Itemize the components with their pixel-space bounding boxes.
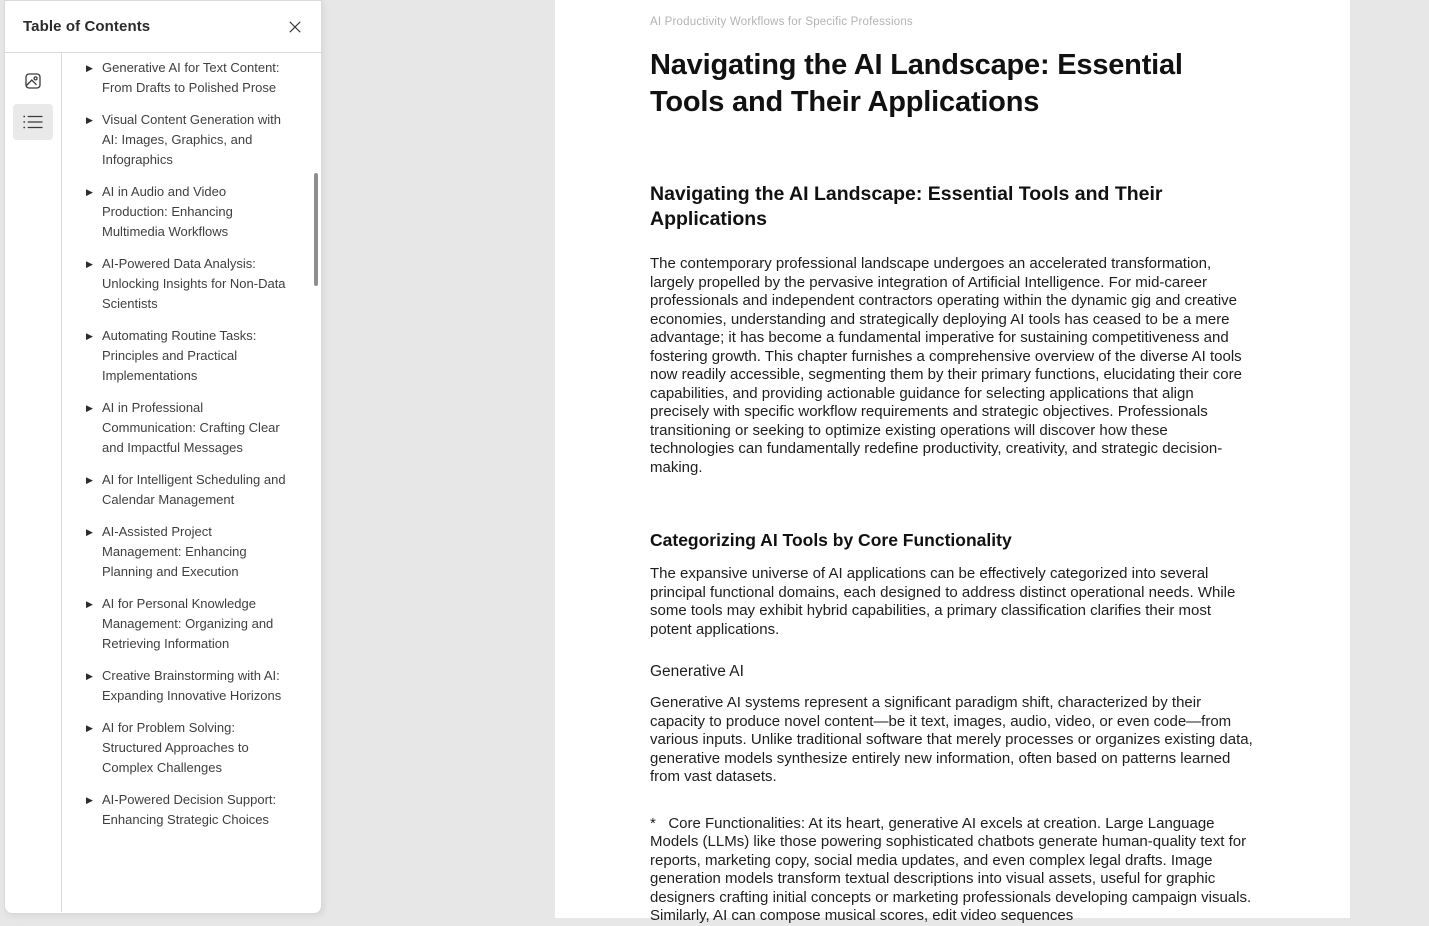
document-page[interactable] — [555, 0, 1350, 924]
toc-item-label: AI for Problem Solving: Structured Approaches to Complex Challenges — [102, 720, 249, 775]
expand-arrow-icon[interactable]: ▶ — [86, 331, 93, 341]
toc-header — [5, 1, 321, 53]
toc-item[interactable] — [86, 182, 293, 242]
toc-item-label: Creative Brainstorming with AI: Expanding Innovative Horizons — [102, 668, 282, 703]
toc-item-label: Generative AI for Text Content: From Drafts to Polished Prose — [102, 60, 280, 95]
core-functionalities-paragraph: * Core Functionalities: At its heart, generative AI excels at creation. Large Language Models (LLMs) like those powering sophisticated chatbots generate human-quality text for reports, marketing copy, social media updates, and even complex legal drafts. Image generation models transform textual descriptions into visual assets, useful for graphic designers crafting initial concepts or marketing professionals developing campaign visuals. Similarly, AI can compose musical scores, edit video sequences — [650, 814, 1256, 924]
toc-body — [5, 53, 321, 912]
chapter-heading: Navigating the AI Landscape: Essential Tools and Their Applications — [650, 183, 1163, 230]
generative-ai-heading: Generative AI — [650, 663, 744, 680]
expand-arrow-icon[interactable]: ▶ — [86, 795, 93, 805]
expand-arrow-icon[interactable]: ▶ — [86, 63, 93, 73]
document-content — [555, 0, 1350, 926]
toc-item-label: AI-Assisted Project Management: Enhancing Planning and Execution — [102, 524, 247, 579]
close-button[interactable] — [281, 13, 309, 41]
toc-item-label: AI in Audio and Video Production: Enhancing Multimedia Workflows — [102, 184, 233, 239]
toc-item[interactable] — [86, 594, 293, 654]
toc-item[interactable] — [86, 470, 293, 510]
expand-arrow-icon[interactable]: ▶ — [86, 187, 93, 197]
toc-item[interactable] — [86, 398, 293, 458]
toc-scrollbar-thumb[interactable] — [314, 173, 318, 286]
toc-item-label: AI-Powered Data Analysis: Unlocking Insights for Non-Data Scientists — [102, 256, 286, 311]
toc-item[interactable] — [86, 522, 293, 582]
toc-item[interactable] — [86, 326, 293, 386]
toc-item[interactable] — [86, 58, 293, 98]
expand-arrow-icon[interactable]: ▶ — [86, 599, 93, 609]
close-icon — [287, 19, 303, 35]
toc-list-view-button[interactable] — [13, 104, 53, 140]
generative-paragraph: Generative AI systems represent a significant paradigm shift, characterized by their capacity to produce novel content—be it text, images, audio, video, or even code—from various inputs. Unlike traditional software that merely processes or organizes existing data, generative models synthesize entirely new information, often based on patterns learned from vast datasets. — [650, 694, 1253, 785]
image-icon — [23, 71, 43, 91]
toc-panel-title: Table of Contents — [23, 18, 151, 35]
toc-item-label: AI for Personal Knowledge Management: Organizing and Retrieving Information — [102, 596, 274, 651]
toc-item-label: AI for Intelligent Scheduling and Calendar Management — [102, 472, 286, 507]
toc-item-label: Visual Content Generation with AI: Images, Graphics, and Infographics — [102, 112, 281, 167]
toc-item-label: AI-Powered Decision Support: Enhancing Strategic Choices — [102, 792, 277, 827]
toc-item[interactable] — [86, 790, 293, 830]
running-head: AI Productivity Workflows for Specific Professions — [650, 16, 913, 28]
expand-arrow-icon[interactable]: ▶ — [86, 671, 93, 681]
view-switch-rail — [5, 53, 62, 912]
toc-item-label: AI in Professional Communication: Crafting Clear and Impactful Messages — [102, 400, 280, 455]
toc-item[interactable] — [86, 110, 293, 170]
list-icon — [22, 113, 44, 131]
toc-item[interactable] — [86, 254, 293, 314]
categorizing-paragraph: The expansive universe of AI applications can be effectively categorized into several principal functional domains, each designed to address distinct operational needs. While some tools may exhibit hybrid capabilities, a primary classification clarifies their most potent applications. — [650, 565, 1236, 638]
document-title: Navigating the AI Landscape: Essential Tools and Their Applications — [650, 49, 1183, 118]
intro-paragraph: The contemporary professional landscape undergoes an accelerated transformation, largely propelled by the pervasive integration of Artificial Intelligence. For mid-career professionals and independent contractors operating within the dynamic gig and creative economies, understanding and strategically deploying AI tools has ceased to be a mere advantage; it has become a fundamental imperative for sustaining competitiveness and fostering growth. This chapter furnishes a comprehensive overview of the diverse AI tools now readily accessible, segmenting them by their primary functions, elucidating their core capabilities, and providing actionable guidance for selecting applications that align precisely with specific workflow requirements and strategic objectives. Professionals transitioning or seeking to optimize existing operations will discover how these technologies can fundamentally redefine productivity, creativity, and strategic decision-making. — [650, 255, 1242, 476]
expand-arrow-icon[interactable]: ▶ — [86, 723, 93, 733]
toc-item[interactable] — [86, 666, 293, 706]
toc-item[interactable] — [86, 718, 293, 778]
expand-arrow-icon[interactable]: ▶ — [86, 115, 93, 125]
expand-arrow-icon[interactable]: ▶ — [86, 259, 93, 269]
image-view-button[interactable] — [13, 63, 53, 99]
subsection-heading: Categorizing AI Tools by Core Functionality — [650, 530, 1012, 550]
toc-item-label: Automating Routine Tasks: Principles and Practical Implementations — [102, 328, 257, 383]
table-of-contents-panel — [4, 0, 322, 914]
expand-arrow-icon[interactable]: ▶ — [86, 403, 93, 413]
toc-list[interactable] — [62, 53, 321, 912]
expand-arrow-icon[interactable]: ▶ — [86, 527, 93, 537]
expand-arrow-icon[interactable]: ▶ — [86, 475, 93, 485]
